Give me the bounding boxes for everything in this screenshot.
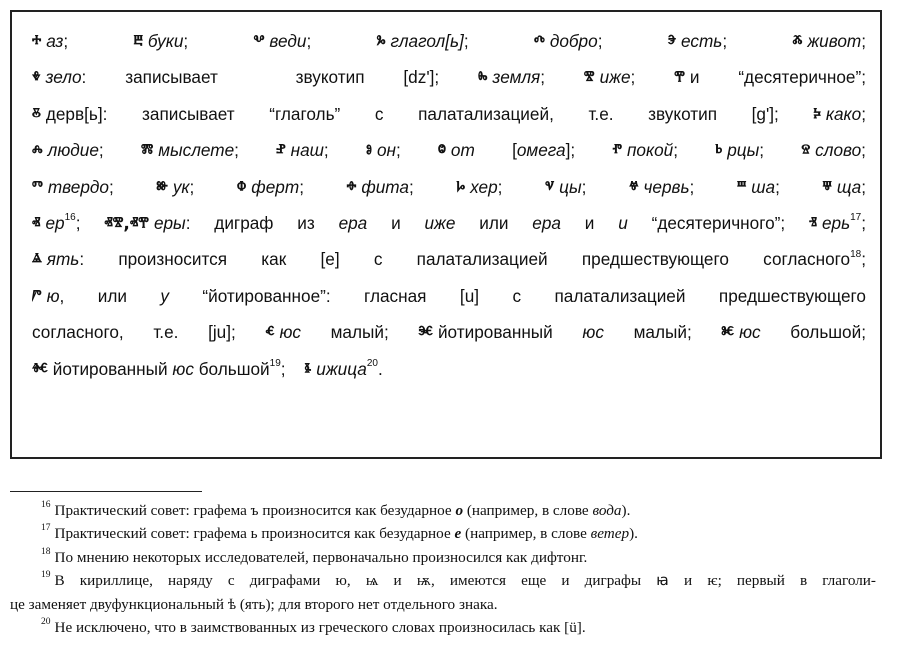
footnote-17: $^{17}$ Практический совет: графема ь произносится как безударное е (например, в слове ветер).	[41, 523, 638, 543]
glagolitic-glyph: ⰽ	[813, 104, 821, 125]
alphabet-line-3	[32, 96, 866, 132]
letter-kako: ⰽ како;	[813, 104, 866, 124]
letter-vedi: ⰲ веди;	[254, 31, 312, 51]
glagolitic-glyph: ⱃ	[715, 141, 723, 162]
footnote-18: $^{18}$ По мнению некоторых исследователей, первоначально произносился как дифтонг.	[41, 546, 588, 566]
alphabet-line-8	[32, 278, 866, 314]
letter-fert: ⱇ ферт;	[237, 177, 304, 197]
glagolitic-glyph: ⱚ	[346, 177, 357, 198]
letter-yu: ⱓ ю, или у “йотированное”: гласная [u] с палатализацией предшествующего	[32, 286, 866, 306]
letter-er: ⱏ $ер^{16}$;	[32, 213, 80, 233]
glagolitic-glyph: ⰹ	[674, 68, 685, 89]
glagolitic-glyph: ⱑ	[32, 250, 42, 271]
letter-buki: ⰱ буки;	[134, 31, 189, 51]
glagolitic-glyph: ⱛ	[304, 359, 312, 380]
alphabet-line-4	[32, 132, 866, 168]
glagolitic-glyph: ⰰ	[32, 32, 42, 52]
letter-est: ⰵ есть;	[668, 31, 727, 51]
glagolitic-glyph: ⱓ	[32, 286, 42, 307]
glagolitic-glyph: ⱏⰺ,ⱏⰹ	[104, 213, 149, 234]
letter-zelo: ⰷ зело: записывает звукотип [dz'];	[32, 67, 439, 87]
footnote-19: $^{19}$ В кириллице, наряду с диграфами ю, ѩ и ѭ, имеются еще и диграфы ꙗ и ѥ; первый в глаголи-	[41, 570, 876, 590]
glagolitic-glyph: ⱆ	[156, 177, 168, 198]
glagolitic-glyph: ⰴ	[533, 32, 545, 52]
letter-kher: ⱈ хер;	[456, 177, 502, 197]
alphabet-line-6	[32, 205, 866, 241]
glagolitic-glyph: ⱍ	[629, 177, 639, 198]
glagolitic-glyph: ⰺ	[583, 68, 595, 89]
letter-zemlya: ⰸ земля;	[478, 67, 545, 87]
glagolitic-glyph: ⱗ	[418, 323, 433, 344]
glagolitic-glyph: ⱅ	[32, 177, 43, 198]
glagolitic-glyph: ⱘ	[721, 323, 735, 344]
alphabet-line-7	[32, 241, 866, 277]
footnote-ref: 20	[366, 357, 378, 369]
footnote-20: $^{20}$ Не исключено, что в заимствованных из греческого словах произносилась как [ü].	[41, 616, 586, 637]
glagolitic-glyph: ⱌ	[545, 177, 555, 198]
glagolitic-glyph: ⰵ	[667, 32, 676, 52]
glagolitic-glyph: ⰻ	[32, 104, 41, 125]
letter-yus-small: ⱔ юс малый;	[265, 322, 388, 342]
alphabet-line-2	[32, 59, 866, 95]
letter-uk: ⱆ ук;	[156, 177, 194, 197]
letter-sha: ⱎ ша;	[737, 177, 780, 197]
glagolitic-glyph: ⱏ	[32, 213, 41, 234]
letter-glagol: ⰳ глагол[ь];	[377, 31, 469, 51]
letter-derv: ⰻ дерв[ь]: записывает “глаголь” с палатализацией, т.е. звукотип [g'];	[32, 104, 779, 124]
glagolitic-glyph: ⱄ	[801, 141, 811, 162]
glagolitic-glyph: ⱔ	[265, 323, 275, 344]
glagolitic-glyph: ⰱ	[133, 32, 143, 52]
glagolitic-alphabet-box	[10, 10, 882, 459]
glagolitic-glyph: ⰿ	[140, 141, 154, 162]
letter-er-soft: ⱐ ерь$^{17}$;	[809, 213, 866, 233]
footnotes	[10, 499, 876, 639]
glagolitic-glyph: ⰶ	[792, 32, 803, 52]
glagolitic-glyph: ⱀ	[276, 141, 286, 162]
letter-cherv: ⱍ червь;	[629, 177, 694, 197]
letter-zhivot: ⰶ живот;	[792, 31, 866, 51]
letter-shcha: ⱋ ща;	[823, 177, 866, 197]
alphabet-line-9: согласного, т.е. [ju]; ⱔ юс малый; ⱗ йотированный юс малый; ⱘ юс большой;	[32, 314, 866, 350]
letter-az: ⰰ аз;	[32, 31, 68, 51]
letter-tverdo: ⱅ твердо;	[32, 177, 114, 197]
footnote-16: $^{16}$ Практический совет: графема ъ произносится как безударное о (например, в слове вода).	[41, 499, 631, 519]
letter-pokoy: ⱂ покой;	[612, 140, 678, 160]
footnote-19-continued: це заменяет двуфункциональный ѣ (ять); для второго нет отдельного знака.	[10, 595, 498, 613]
glagolitic-glyph: ⰲ	[253, 32, 265, 52]
letter-yus-big-iotated: ⱙ йотированный юс большой$^{19}$;	[32, 359, 286, 379]
alphabet-line-5	[32, 169, 866, 205]
alphabet-line-1	[32, 23, 866, 59]
letter-fita: ⱚ фита;	[347, 177, 414, 197]
letter-lyudie: ⰾ людие;	[32, 140, 104, 160]
glagolitic-glyph: ⱇ	[236, 177, 247, 198]
letter-izhe: ⰺ иже;	[584, 67, 635, 87]
letter-nash: ⱀ наш;	[276, 140, 328, 160]
glagolitic-glyph: ⱉ	[438, 141, 446, 162]
glagolitic-glyph: ⱁ	[365, 141, 372, 162]
footnote-ref: 19	[269, 357, 281, 369]
glagolitic-glyph: ⰳ	[376, 32, 386, 52]
glagolitic-glyph: ⱈ	[456, 177, 466, 198]
letter-dobro: ⰴ добро;	[534, 31, 603, 51]
glagolitic-glyph: ⰸ	[478, 68, 488, 89]
letter-i-decimal: ⰹ и “десятеричное”;	[674, 67, 866, 87]
glagolitic-glyph: ⱎ	[736, 177, 747, 198]
letter-tsy: ⱌ цы;	[545, 177, 586, 197]
letter-izhitsa: ⱛ ижица$^{20}$.	[305, 359, 383, 379]
footnote-separator	[10, 491, 202, 492]
letter-yat: ⱑ ять: произносится как [е] с палатализацией предшествующего согласного$^{18}$;	[32, 249, 866, 269]
footnote-ref: 17	[850, 212, 862, 224]
alphabet-line-10	[32, 351, 866, 388]
letter-rtsy: ⱃ рцы;	[715, 140, 764, 160]
glagolitic-glyph: ⱐ	[809, 213, 817, 234]
letter-myslete: ⰿ мыслете;	[141, 140, 239, 160]
glagolitic-glyph: ⰾ	[32, 141, 43, 162]
letter-on: ⱁ он;	[366, 140, 401, 160]
letter-yus-small-iotated: ⱗ йотированный юс малый;	[418, 322, 691, 342]
letter-yus-big: ⱘ юс большой;	[721, 322, 866, 342]
glagolitic-glyph: ⰷ	[32, 68, 41, 89]
letter-ery: ⱏⰺ,ⱏⰹ еры: диграф из ера и иже или ера и и “десятеричного”;	[104, 213, 785, 233]
letter-slovo: ⱄ слово;	[801, 140, 866, 160]
glagolitic-glyph: ⱂ	[612, 141, 622, 162]
footnote-ref: 18	[850, 248, 862, 260]
letter-ot: ⱉ от [омега];	[438, 140, 575, 160]
glagolitic-glyph: ⱙ	[32, 359, 48, 380]
glagolitic-glyph: ⱋ	[822, 177, 832, 198]
footnote-ref: 16	[64, 212, 76, 224]
